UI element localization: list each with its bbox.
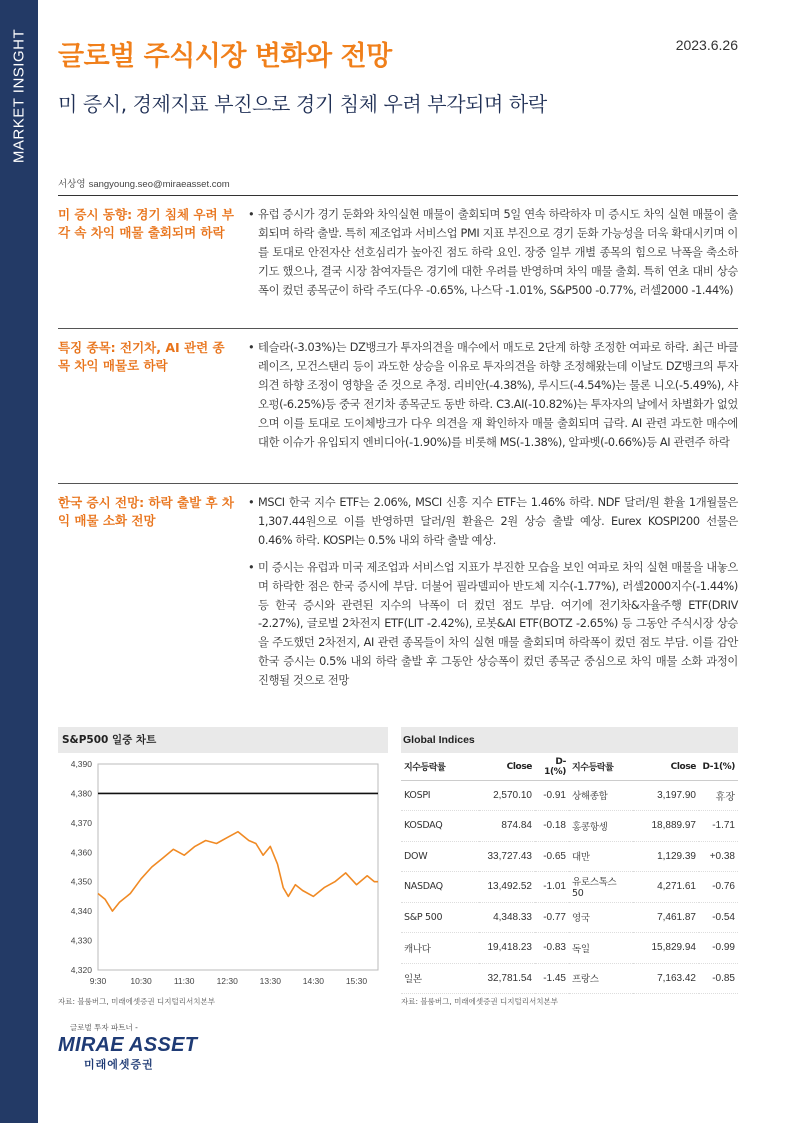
- index-name: NASDAQ: [401, 872, 479, 903]
- index-change: -0.85: [699, 963, 738, 994]
- index-close: 4,271.61: [633, 872, 699, 903]
- report-date: 2023.6.26: [675, 37, 738, 53]
- y-tick-label: 4,320: [70, 965, 92, 975]
- logo-tagline: 글로벌 투자 파트너 -: [70, 1023, 138, 1032]
- index-name: KOSDAQ: [401, 811, 479, 842]
- col-header: D-1(%): [535, 754, 569, 780]
- col-header: D-1(%): [699, 754, 738, 780]
- indices-panel-title: Global Indices: [403, 734, 475, 746]
- index-name: DOW: [401, 841, 479, 872]
- x-tick-label: 14:30: [302, 976, 325, 986]
- index-close: 33,727.43: [479, 841, 535, 872]
- y-tick-label: 4,360: [70, 847, 92, 858]
- col-header: Close: [479, 754, 535, 780]
- section-korea-outlook: [58, 484, 738, 706]
- x-tick-label: 13:30: [259, 976, 281, 986]
- logo-brand-ko: 미래에셋증권: [84, 1058, 154, 1071]
- index-close: 4,348.33: [479, 902, 535, 933]
- page-title: 글로벌 주식시장 변화와 전망: [58, 41, 392, 72]
- section-bullets: [248, 494, 738, 699]
- author-name: 서상영: [58, 179, 86, 190]
- index-name: 홍콩항셍: [569, 811, 633, 842]
- x-tick-label: 15:30: [345, 976, 368, 986]
- index-name: 상해종합: [569, 780, 633, 811]
- sp500-price-line: [98, 832, 378, 911]
- bullet-text: • MSCI 한국 지수 ETF는 2.06%, MSCI 신흥 지수 ETF는 1.46% 하락. NDF 달러/원 환율 1개월물은 1,307.44원으로 이를 반영하면 달러/원 환율은 2원 상승 출발 예상. Eurex KOSPI200 선물은 0.46% 하락. KOSPI는 0.5% 내외 하락 출발 예상.: [248, 494, 738, 551]
- bullet-text: • 미 증시는 유럽과 미국 제조업과 서비스업 지표가 부진한 모습을 보인 여파로 차익 실현 매물을 내놓으며 하락한 점은 한국 증시에 부담. 더불어 필라델피아 반도체 지수(-1.77%), 러셀2000지수(-1.44%)등 한국 증시와 관련된 지수의 낙폭이 더 컸던 점도 부담. 여기에 전기차&자율주행 ETF(DRIV -2.27%), 글로벌 2차전지 ETF(LIT -2.42%), 로봇&AI ETF(BOTZ -2.65%) 등 그동안 주식시장 상승을 주도했던 2차전지, AI 관련 종목들이 차익 실현 매물 출회되며 하락폭이 컸던 점도 부담. 이를 감안 한국 증시는 0.5% 내외 하락 출발 후 그동안 상승폭이 컸던 종목군 중심으로 차익 매물 소화 과정이 진행될 것으로 전망: [248, 559, 738, 691]
- mirae-asset-logo: [58, 1022, 218, 1072]
- y-tick-label: 4,370: [70, 817, 92, 828]
- col-header: 지수등락률: [569, 754, 633, 780]
- index-close: 13,492.52: [479, 872, 535, 903]
- table-row: [401, 780, 738, 811]
- index-close: 32,781.54: [479, 963, 535, 994]
- table-header-row: [401, 754, 738, 780]
- index-close: 3,197.90: [633, 780, 699, 811]
- index-change: -0.54: [699, 902, 738, 933]
- sp500-intraday-chart: [58, 754, 388, 994]
- col-header: 지수등락률: [401, 754, 479, 780]
- y-tick-label: 4,390: [70, 759, 92, 769]
- table-row: [401, 933, 738, 964]
- y-tick-label: 4,380: [70, 788, 92, 799]
- index-close: 1,129.39: [633, 841, 699, 872]
- y-tick-label: 4,340: [70, 906, 92, 917]
- section-title: 특징 종목: 전기차, AI 관련 종목 차익 매물로 하락: [58, 340, 225, 373]
- index-change: -1.45: [535, 963, 569, 994]
- index-name: 일본: [401, 963, 479, 994]
- index-name: 캐나다: [401, 933, 479, 964]
- index-close: 7,163.42: [633, 963, 699, 994]
- chart-source: 자료: 블룸버그, 미래에셋증권 디지털리서치본부: [58, 997, 215, 1006]
- x-tick-label: 12:30: [216, 976, 238, 986]
- x-tick-label: 10:30: [130, 976, 152, 986]
- index-name: 프랑스: [569, 963, 633, 994]
- index-change: -0.77: [535, 902, 569, 933]
- author-email[interactable]: sangyoung.seo@miraeasset.com: [88, 179, 230, 190]
- index-name: S&P 500: [401, 902, 479, 933]
- sidebar: [0, 0, 38, 1123]
- section-us-market: [58, 196, 738, 328]
- index-change: -0.83: [535, 933, 569, 964]
- chart-panel-title: S&P500 일중 차트: [62, 734, 157, 746]
- x-tick-label: 9:30: [89, 976, 107, 986]
- logo-brand: MIRAE ASSET: [58, 1034, 198, 1056]
- index-close: 18,889.97: [633, 811, 699, 842]
- table-row: [401, 963, 738, 994]
- chart-svg: [58, 754, 388, 994]
- plot-frame: [98, 764, 378, 970]
- index-change: -1.71: [699, 811, 738, 842]
- index-name: 유로스톡스 50: [569, 872, 633, 903]
- index-name: 영국: [569, 902, 633, 933]
- index-change: -1.01: [535, 872, 569, 903]
- index-change: +0.38: [699, 841, 738, 872]
- section-bullets: [248, 339, 738, 460]
- index-name: KOSPI: [401, 780, 479, 811]
- table-row: [401, 811, 738, 842]
- index-change: -0.18: [535, 811, 569, 842]
- index-change: 휴장: [699, 780, 738, 811]
- index-change: -0.99: [699, 933, 738, 964]
- section-bullets: [248, 206, 738, 309]
- table-row: [401, 841, 738, 872]
- y-tick-label: 4,330: [70, 935, 92, 946]
- index-close: 7,461.87: [633, 902, 699, 933]
- indices-source: 자료: 블룸버그, 미래에셋증권 디지털리서치본부: [401, 997, 558, 1006]
- index-change: -0.76: [699, 872, 738, 903]
- index-name: 독일: [569, 933, 633, 964]
- index-change: -0.91: [535, 780, 569, 811]
- index-close: 2,570.10: [479, 780, 535, 811]
- index-name: 대만: [569, 841, 633, 872]
- author-line: [58, 176, 230, 190]
- y-tick-label: 4,350: [70, 876, 92, 887]
- page-subtitle: 미 증시, 경제지표 부진으로 경기 침체 우려 부각되며 하락: [58, 92, 547, 116]
- table-row: [401, 902, 738, 933]
- bullet-text: • 테슬라(-3.03%)는 DZ뱅크가 투자의견을 매수에서 매도로 2단계 하향 조정한 여파로 하락. 최근 바클레이즈, 모건스탠리 등이 과도한 상승을 이유로 투자의견을 하향 조정해왔는데 이날도 DZ뱅크의 투자의견 하향 조정이 영향을 준 것으로 추정. 리비안(-4.38%), 루시드(-4.54%)는 물론 니오(-5.49%), 샤오펑(-6.25%)등 중국 전기차 종목군도 동반 하락. C3.AI(-10.82%)는 투자자의 날에서 차별화가 없었으며 이를 토대로 도이체방크가 다우 의견을 재 확인하자 매물 출회되며 급락. AI 관련 과도한 매수에 대한 이슈가 유입되지 엔비디아(-1.90%)를 비롯해 MS(-1.38%), 알파벳(-0.66%)등 AI 관련주 하락: [248, 339, 738, 452]
- table-row: [401, 872, 738, 903]
- section-title: 미 증시 동향: 경기 침체 우려 부각 속 차익 매물 출회되며 하락: [58, 207, 235, 240]
- x-tick-label: 11:30: [173, 976, 195, 986]
- sidebar-label-text: MARKET INSIGHT: [10, 28, 28, 164]
- sidebar-label: [0, 0, 38, 190]
- global-indices-table: [401, 754, 738, 994]
- index-close: 15,829.94: [633, 933, 699, 964]
- section-featured-stocks: [58, 329, 738, 482]
- index-close: 19,418.23: [479, 933, 535, 964]
- col-header: Close: [633, 754, 699, 780]
- index-close: 874.84: [479, 811, 535, 842]
- bullet-text: • 유럽 증시가 경기 둔화와 차익실현 매물이 출회되며 5일 연속 하락하자 미 증시도 차익 실현 매물이 출회되며 하락 출발. 특히 제조업과 서비스업 PMI 지표 부진으로 경기 둔화 가능성을 더욱 확대시키며 이를 토대로 안전자산 선호심리가 높아진 점도 하락 요인. 장중 일부 개별 종목의 힘으로 낙폭을 축소하기도 했으나, 결국 시장 참여자들은 경기에 대한 우려를 반영하며 차익 매물 출회. 특히 연초 대비 상승폭이 컸던 종목군이 하락 주도(다우 -0.65%, 나스닥 -1.01%, S&P500 -0.77%, 러셀2000 -1.44%): [248, 206, 738, 301]
- section-title: 한국 증시 전망: 하락 출발 후 차익 매물 소화 전망: [58, 495, 235, 528]
- index-change: -0.65: [535, 841, 569, 872]
